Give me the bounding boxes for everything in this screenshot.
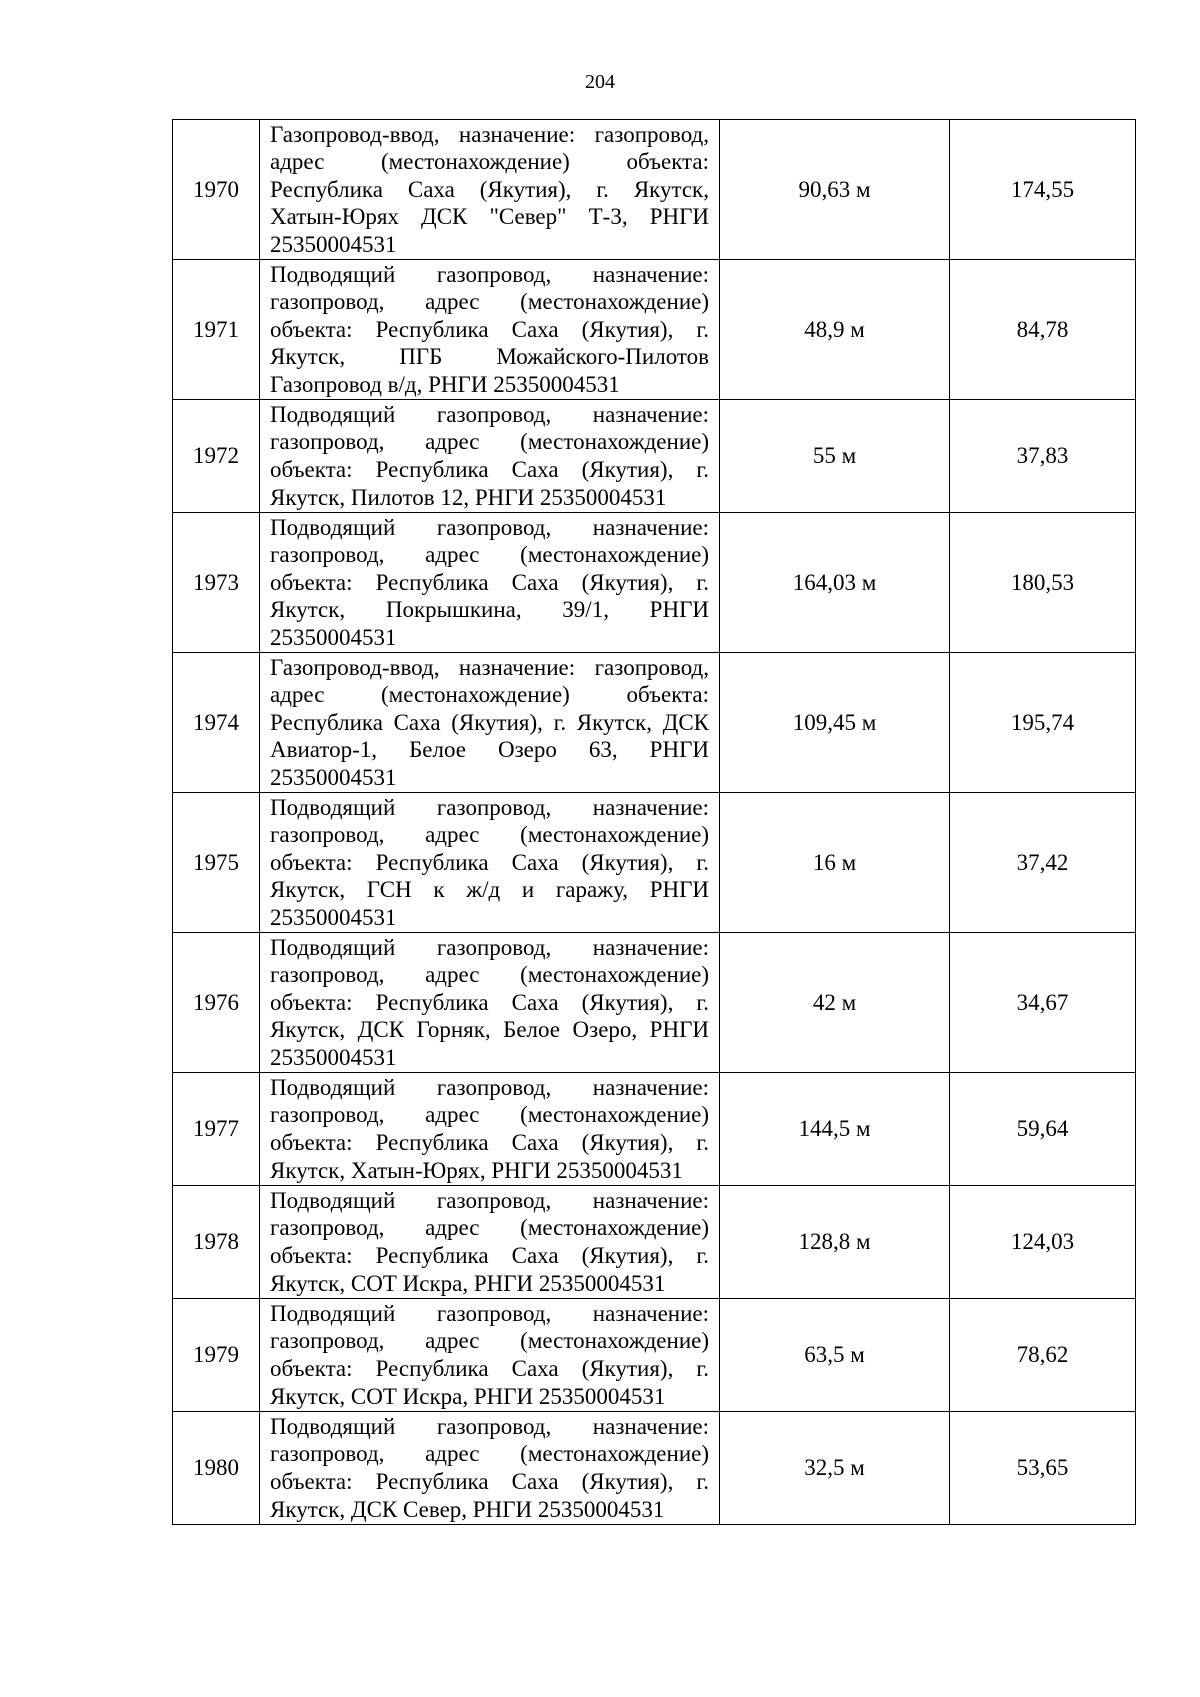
object-length: 144,5 м bbox=[720, 1073, 950, 1186]
row-number: 1976 bbox=[173, 933, 260, 1073]
table-row bbox=[173, 933, 1136, 1073]
object-value: 37,42 bbox=[950, 793, 1136, 933]
registry-table bbox=[172, 119, 1136, 1525]
row-number: 1973 bbox=[173, 513, 260, 653]
object-description: Подводящий газопровод, назначение: газопровод, адрес (местонахождение) объекта: Республика Саха (Якутия), г. Якутск, Пилотов 12, РНГИ 25350004531 bbox=[260, 400, 720, 513]
table-row bbox=[173, 1299, 1136, 1412]
table-row bbox=[173, 400, 1136, 513]
table-row bbox=[173, 1073, 1136, 1186]
object-value: 34,67 bbox=[950, 933, 1136, 1073]
object-description: Подводящий газопровод, назначение: газопровод, адрес (местонахождение) объекта: Республика Саха (Якутия), г. Якутск, СОТ Искра, РНГИ 25350004531 bbox=[260, 1186, 720, 1299]
table-row bbox=[173, 120, 1136, 260]
object-value: 195,74 bbox=[950, 653, 1136, 793]
table-row bbox=[173, 1186, 1136, 1299]
object-description: Газопровод-ввод, назначение: газопровод, адрес (местонахождение) объекта: Республика Саха (Якутия), г. Якутск, Хатын-Юрях ДСК "Север" Т-3, РНГИ 25350004531 bbox=[260, 120, 720, 260]
object-value: 174,55 bbox=[950, 120, 1136, 260]
object-description: Подводящий газопровод, назначение: газопровод, адрес (местонахождение) объекта: Республика Саха (Якутия), г. Якутск, Хатын-Юрях, РНГИ 25350004531 bbox=[260, 1073, 720, 1186]
object-length: 63,5 м bbox=[720, 1299, 950, 1412]
row-number: 1978 bbox=[173, 1186, 260, 1299]
object-description: Подводящий газопровод, назначение: газопровод, адрес (местонахождение) объекта: Республика Саха (Якутия), г. Якутск, ПГБ Можайского-Пилотов Газопровод в/д, РНГИ 25350004531 bbox=[260, 260, 720, 400]
table-row bbox=[173, 260, 1136, 400]
object-description: Подводящий газопровод, назначение: газопровод, адрес (местонахождение) объекта: Республика Саха (Якутия), г. Якутск, СОТ Искра, РНГИ 25350004531 bbox=[260, 1299, 720, 1412]
table-row bbox=[173, 513, 1136, 653]
object-length: 128,8 м bbox=[720, 1186, 950, 1299]
object-length: 55 м bbox=[720, 400, 950, 513]
object-description: Подводящий газопровод, назначение: газопровод, адрес (местонахождение) объекта: Республика Саха (Якутия), г. Якутск, Покрышкина, 39/1, РНГИ 25350004531 bbox=[260, 513, 720, 653]
object-value: 59,64 bbox=[950, 1073, 1136, 1186]
object-length: 32,5 м bbox=[720, 1412, 950, 1525]
page-number: 204 bbox=[585, 71, 615, 93]
object-length: 48,9 м bbox=[720, 260, 950, 400]
row-number: 1979 bbox=[173, 1299, 260, 1412]
object-value: 124,03 bbox=[950, 1186, 1136, 1299]
object-length: 16 м bbox=[720, 793, 950, 933]
object-description: Газопровод-ввод, назначение: газопровод, адрес (местонахождение) объекта: Республика Саха (Якутия), г. Якутск, ДСК Авиатор-1, Белое Озеро 63, РНГИ 25350004531 bbox=[260, 653, 720, 793]
object-length: 109,45 м bbox=[720, 653, 950, 793]
table-row bbox=[173, 793, 1136, 933]
object-description: Подводящий газопровод, назначение: газопровод, адрес (местонахождение) объекта: Республика Саха (Якутия), г. Якутск, ГСН к ж/д и гаражу, РНГИ 25350004531 bbox=[260, 793, 720, 933]
object-length: 90,63 м bbox=[720, 120, 950, 260]
row-number: 1974 bbox=[173, 653, 260, 793]
object-description: Подводящий газопровод, назначение: газопровод, адрес (местонахождение) объекта: Республика Саха (Якутия), г. Якутск, ДСК Север, РНГИ 25350004531 bbox=[260, 1412, 720, 1525]
row-number: 1980 bbox=[173, 1412, 260, 1525]
row-number: 1977 bbox=[173, 1073, 260, 1186]
object-value: 84,78 bbox=[950, 260, 1136, 400]
row-number: 1975 bbox=[173, 793, 260, 933]
table-row bbox=[173, 653, 1136, 793]
object-length: 164,03 м bbox=[720, 513, 950, 653]
row-number: 1972 bbox=[173, 400, 260, 513]
object-value: 180,53 bbox=[950, 513, 1136, 653]
object-length: 42 м bbox=[720, 933, 950, 1073]
table-row bbox=[173, 1412, 1136, 1525]
object-value: 53,65 bbox=[950, 1412, 1136, 1525]
row-number: 1971 bbox=[173, 260, 260, 400]
object-value: 78,62 bbox=[950, 1299, 1136, 1412]
object-value: 37,83 bbox=[950, 400, 1136, 513]
object-description: Подводящий газопровод, назначение: газопровод, адрес (местонахождение) объекта: Республика Саха (Якутия), г. Якутск, ДСК Горняк, Белое Озеро, РНГИ 25350004531 bbox=[260, 933, 720, 1073]
row-number: 1970 bbox=[173, 120, 260, 260]
